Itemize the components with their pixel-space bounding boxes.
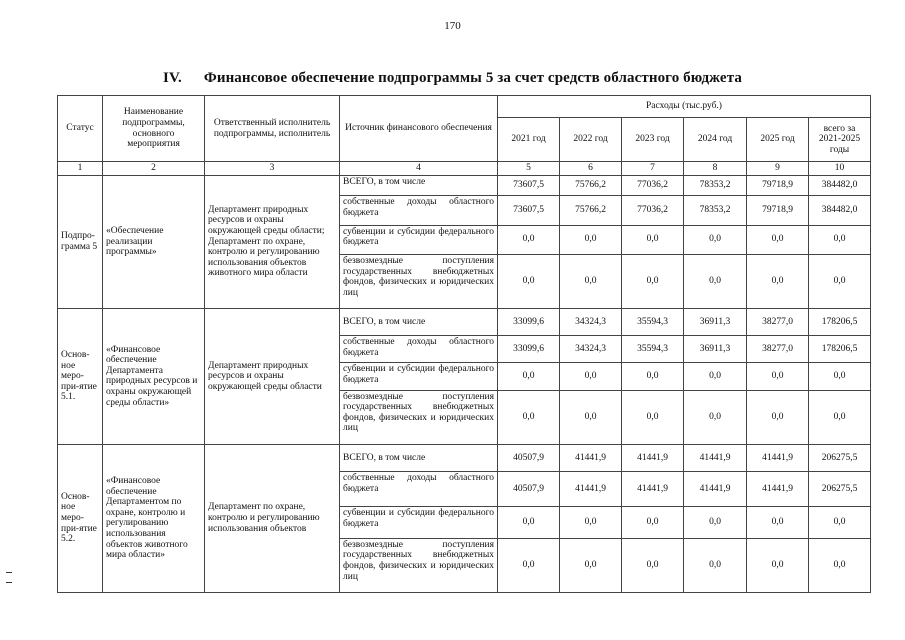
page-number: 170 [444,20,461,32]
value-cell: 40507,9 [498,471,560,506]
value-cell: 75766,2 [560,196,622,225]
row-source: собственные доходы областного бюджета [340,196,498,225]
row-status: Основ-ное меро-при-ятие 5.1. [58,309,103,445]
row-source: субвенции и субсидии федерального бюджета [340,363,498,390]
value-cell: 178206,5 [809,309,871,336]
row-source: безвозмездные поступления государственных внебюджетных фондов, физических и юридических лиц [340,254,498,308]
header-year: 2023 год [622,118,684,162]
value-cell: 0,0 [560,507,622,538]
value-cell: 0,0 [498,538,560,592]
value-cell: 77036,2 [622,196,684,225]
value-cell: 0,0 [684,538,747,592]
value-cell: 34324,3 [560,336,622,363]
column-number: 3 [205,162,340,176]
value-cell: 41441,9 [747,444,809,471]
row-source: ВСЕГО, в том числе [340,444,498,471]
row-source: ВСЕГО, в том числе [340,309,498,336]
value-cell: 41441,9 [560,444,622,471]
column-number: 9 [747,162,809,176]
value-cell: 40507,9 [498,444,560,471]
value-cell: 41441,9 [747,471,809,506]
value-cell: 0,0 [622,363,684,390]
value-cell: 0,0 [498,225,560,254]
value-cell: 178206,5 [809,336,871,363]
value-cell: 0,0 [684,363,747,390]
value-cell: 0,0 [560,225,622,254]
value-cell: 35594,3 [622,309,684,336]
value-cell: 36911,3 [684,309,747,336]
value-cell: 0,0 [498,507,560,538]
header-executor: Ответственный исполнитель подпрограммы, исполнитель [205,96,340,162]
header-status: Статус [58,96,103,162]
section-title-text: Финансовое обеспечение подпрограммы 5 за счет средств областного бюджета [203,70,742,86]
section-roman-numeral: IV. [163,70,182,86]
value-cell: 0,0 [809,507,871,538]
value-cell: 41441,9 [684,471,747,506]
header-year-total: всего за 2021-2025 годы [809,118,871,162]
value-cell: 41441,9 [560,471,622,506]
value-cell: 77036,2 [622,175,684,196]
row-source: безвозмездные поступления государственных внебюджетных фондов, физических и юридических лиц [340,390,498,444]
row-executor: Департамент природных ресурсов и охраны окружающей среды области; Департамент по охране, контролю и регулированию использования объектов животного мира области [205,175,340,309]
column-number: 5 [498,162,560,176]
value-cell: 36911,3 [684,336,747,363]
value-cell: 0,0 [809,390,871,444]
value-cell: 41441,9 [622,444,684,471]
value-cell: 38277,0 [747,309,809,336]
value-cell: 34324,3 [560,309,622,336]
value-cell: 0,0 [809,225,871,254]
value-cell: 0,0 [747,254,809,308]
header-year: 2022 год [560,118,622,162]
column-number: 10 [809,162,871,176]
value-cell: 41441,9 [684,444,747,471]
value-cell: 0,0 [498,390,560,444]
row-name: «Финансовое обеспечение Департаментом по охране, контролю и регулированию использования объектов животного мира области» [103,444,205,592]
table-row [58,175,871,196]
value-cell: 0,0 [560,538,622,592]
column-number: 6 [560,162,622,176]
margin-mark [6,582,12,583]
column-number: 4 [340,162,498,176]
value-cell: 0,0 [747,538,809,592]
row-source: субвенции и субсидии федерального бюджета [340,507,498,538]
financing-table [57,95,871,593]
value-cell: 0,0 [622,254,684,308]
value-cell: 206275,5 [809,471,871,506]
value-cell: 73607,5 [498,196,560,225]
value-cell: 0,0 [809,363,871,390]
value-cell: 0,0 [684,225,747,254]
row-status: Подпро-грамма 5 [58,175,103,309]
value-cell: 0,0 [747,363,809,390]
value-cell: 0,0 [684,254,747,308]
value-cell: 33099,6 [498,336,560,363]
value-cell: 0,0 [747,225,809,254]
value-cell: 78353,2 [684,196,747,225]
row-executor: Департамент по охране, контролю и регулированию использования объектов [205,444,340,592]
row-source: безвозмездные поступления государственных внебюджетных фондов, физических и юридических лиц [340,538,498,592]
value-cell: 0,0 [809,538,871,592]
row-source: собственные доходы областного бюджета [340,336,498,363]
value-cell: 41441,9 [622,471,684,506]
column-number: 2 [103,162,205,176]
value-cell: 0,0 [498,363,560,390]
value-cell: 206275,5 [809,444,871,471]
value-cell: 0,0 [684,507,747,538]
value-cell: 35594,3 [622,336,684,363]
value-cell: 384482,0 [809,196,871,225]
column-number: 8 [684,162,747,176]
column-number: 7 [622,162,684,176]
value-cell: 79718,9 [747,175,809,196]
header-year: 2025 год [747,118,809,162]
row-name: «Финансовое обеспечение Департамента природных ресурсов и охраны окружающей среды области» [103,309,205,445]
value-cell: 0,0 [747,390,809,444]
value-cell: 0,0 [809,254,871,308]
header-year: 2024 год [684,118,747,162]
row-source: ВСЕГО, в том числе [340,175,498,196]
value-cell: 0,0 [560,363,622,390]
row-source: собственные доходы областного бюджета [340,471,498,506]
value-cell: 75766,2 [560,175,622,196]
row-name: «Обеспечение реализации программы» [103,175,205,309]
value-cell: 78353,2 [684,175,747,196]
header-expenses: Расходы (тыс.руб.) [498,96,871,118]
header-name: Наименование подпрограммы, основного мероприятия [103,96,205,162]
value-cell: 0,0 [684,390,747,444]
value-cell: 384482,0 [809,175,871,196]
value-cell: 0,0 [747,507,809,538]
row-executor: Департамент природных ресурсов и охраны окружающей среды области [205,309,340,445]
header-year: 2021 год [498,118,560,162]
value-cell: 0,0 [622,390,684,444]
row-source: субвенции и субсидии федерального бюджета [340,225,498,254]
value-cell: 33099,6 [498,309,560,336]
value-cell: 73607,5 [498,175,560,196]
table-row [58,444,871,471]
value-cell: 79718,9 [747,196,809,225]
header-source: Источник финансового обеспечения [340,96,498,162]
column-number: 1 [58,162,103,176]
value-cell: 0,0 [560,390,622,444]
margin-mark [6,572,12,573]
value-cell: 0,0 [622,538,684,592]
section-title [0,70,905,87]
row-status: Основ-ное меро-при-ятие 5.2. [58,444,103,592]
value-cell: 0,0 [560,254,622,308]
value-cell: 0,0 [622,507,684,538]
value-cell: 0,0 [498,254,560,308]
table-row [58,309,871,336]
value-cell: 0,0 [622,225,684,254]
value-cell: 38277,0 [747,336,809,363]
